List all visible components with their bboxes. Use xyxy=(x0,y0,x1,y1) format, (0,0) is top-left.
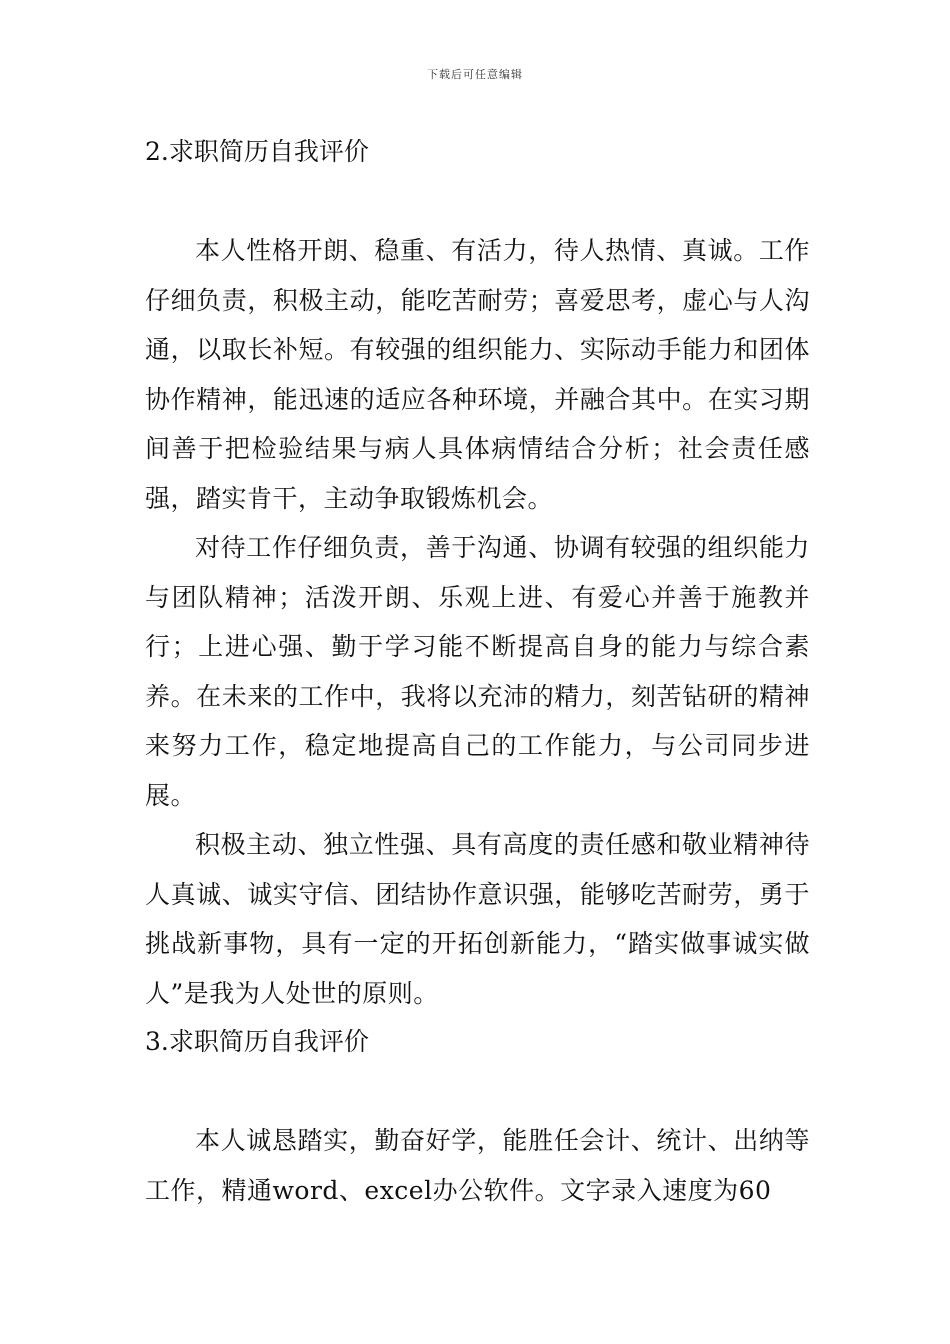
section-2 xyxy=(145,128,810,1018)
document-body xyxy=(145,128,810,1215)
paragraph: 本人诚恳踏实，勤奋好学，能胜任会计、统计、出纳等工作，精通word、excel办公软件。文字录入速度为60 xyxy=(145,1126,810,1205)
paragraph: 对待工作仔细负责，善于沟通、协调有较强的组织能力与团队精神；活泼开朗、乐观上进、有爱心并善于施教并行；上进心强、勤于学习能不断提高自身的能力与综合素养。在未来的工作中，我将以充沛的精力，刻苦钻研的精神来努力工作，稳定地提高自己的工作能力，与公司同步进展。 xyxy=(145,533,810,810)
section-title: 3.求职简历自我评价 xyxy=(145,1027,369,1056)
paragraph: 本人性格开朗、稳重、有活力，待人热情、真诚。工作仔细负责，积极主动，能吃苦耐劳；喜爱思考，虚心与人沟通，以取长补短。有较强的组织能力、实际动手能力和团体协作精神，能迅速的适应各种环境，并融合其中。在实习期间善于把检验结果与病人具体病情结合分析；社会责任感强，踏实肯干，主动争取锻炼机会。 xyxy=(145,236,810,513)
section-3 xyxy=(145,1018,810,1215)
paragraph: 积极主动、独立性强、具有高度的责任感和敬业精神待人真诚、诚实守信、团结协作意识强，能够吃苦耐劳，勇于挑战新事物，具有一定的开拓创新能力，“踏实做事诚实做人”是我为人处世的原则。 xyxy=(145,830,810,1008)
section-title: 2.求职简历自我评价 xyxy=(145,137,369,166)
header-note: 下载后可任意编辑 xyxy=(427,68,523,81)
